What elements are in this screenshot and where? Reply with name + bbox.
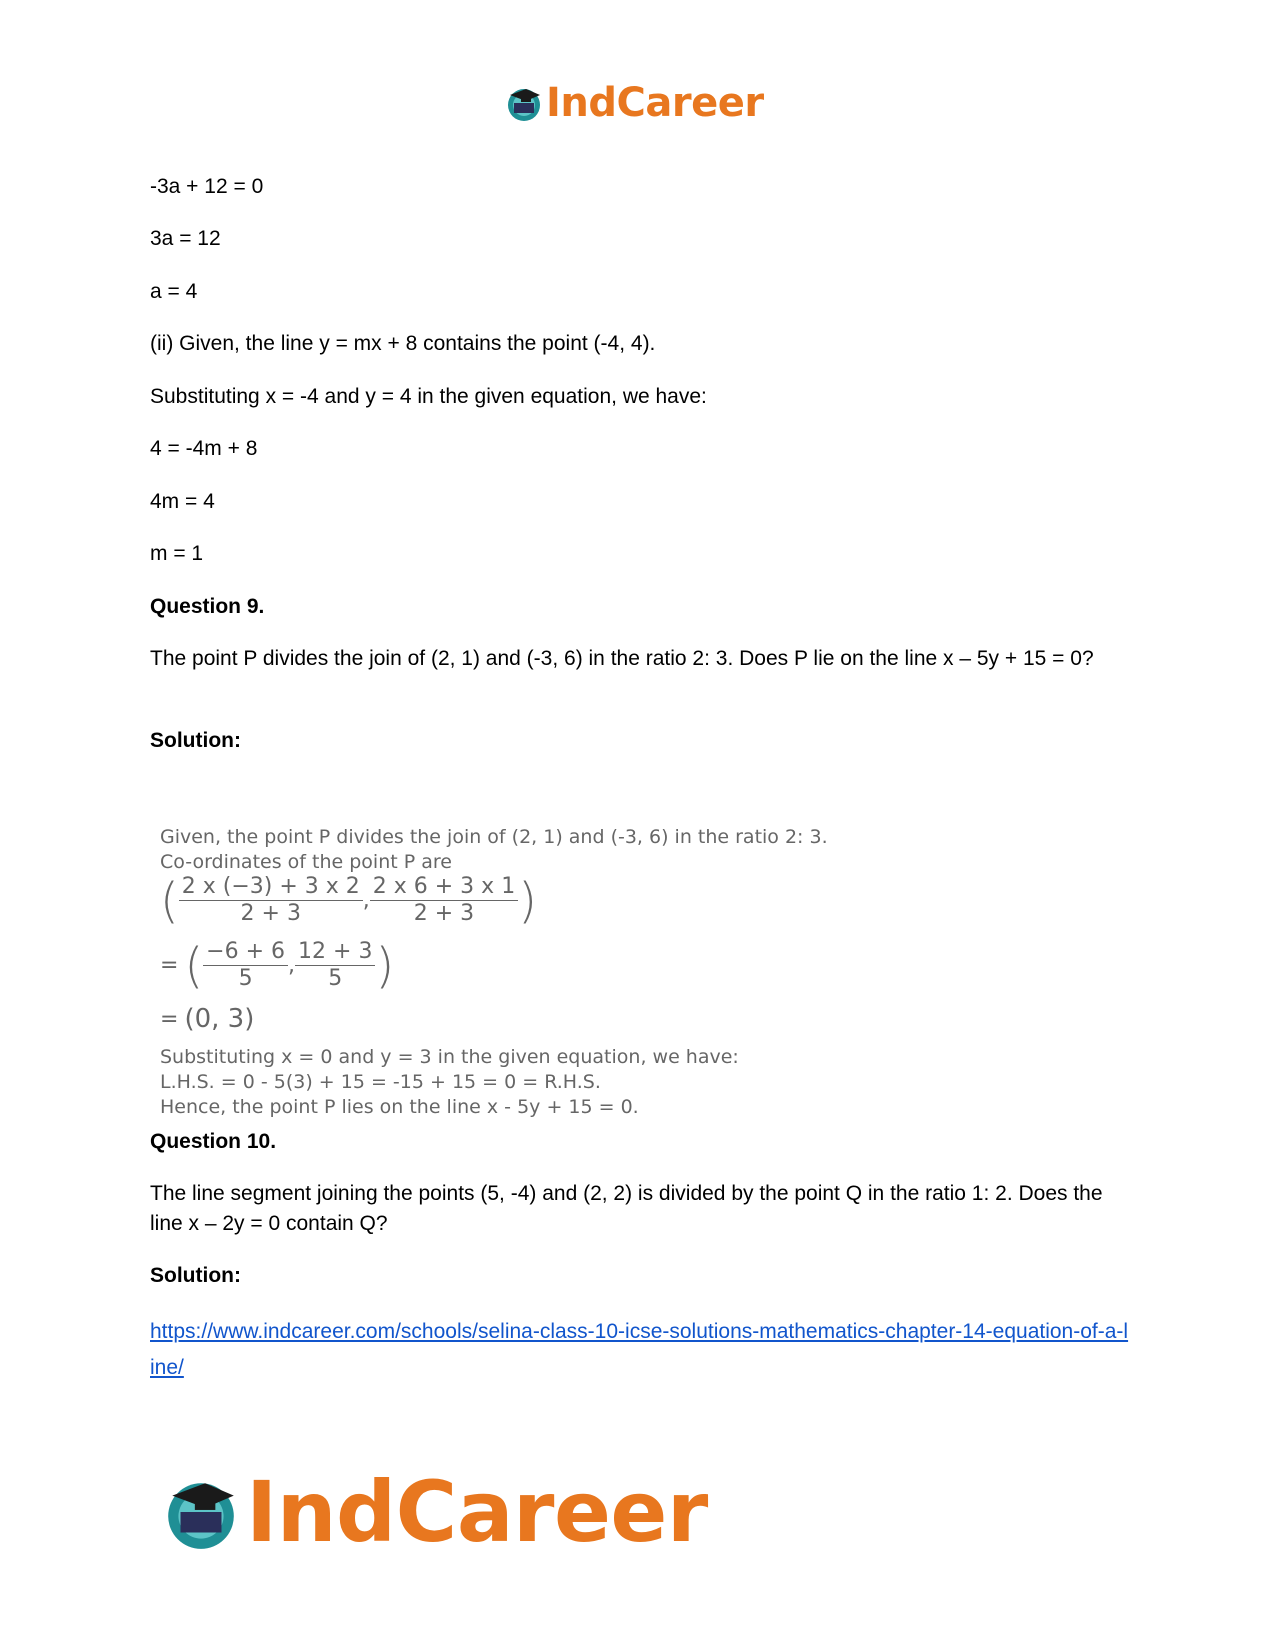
footer-logo: [160, 1463, 708, 1561]
text-line: -3a + 12 = 0: [150, 175, 264, 198]
fraction: $\frac{-6 + 6}{5}$: [203, 939, 288, 992]
graduation-cap-globe-icon: [504, 83, 544, 123]
question-10-heading: Question 10.: [150, 1130, 277, 1153]
solution-line: Substituting x = 0 and y = 3 in the given equation, we have:: [160, 1046, 739, 1068]
text-line: 4m = 4: [150, 490, 215, 513]
solution-line: L.H.S. = 0 - 5(3) + 15 = -15 + 15 = 0 = R.H.S.: [160, 1071, 601, 1093]
fraction: $\frac{2 x 6 + 3 x 1}{2 + 3}$: [370, 874, 518, 927]
result-formula: = (0, 3): [160, 1004, 255, 1034]
text-line: Substituting x = -4 and y = 4 in the given equation, we have:: [150, 385, 707, 408]
question-9-solution-figure: [160, 826, 828, 1146]
solution-line: Given, the point P divides the join of (2, 1) and (-3, 6) in the ratio 2: 3.: [160, 826, 828, 848]
question-9-solution-label: Solution:: [150, 729, 241, 752]
header-logo: [504, 80, 764, 126]
text-line: 3a = 12: [150, 227, 221, 250]
text-line: 4 = -4m + 8: [150, 437, 258, 460]
brand-name: IndCareer: [546, 80, 764, 126]
text-line: m = 1: [150, 542, 204, 565]
source-link[interactable]: https://www.indcareer.com/schools/selina-class-10-icse-solutions-mathematics-chapter-14-equation-of-a-line/: [150, 1320, 1129, 1379]
fraction: $\frac{12 + 3}{5}$: [295, 939, 375, 992]
solution-line: Co-ordinates of the point P are: [160, 851, 452, 873]
simplified-formula: = ( $\frac{-6 + 6}{5}$ , $\frac{12 + 3}{5}$ ): [160, 937, 395, 994]
solution-line: Hence, the point P lies on the line x - 5y + 15 = 0.: [160, 1096, 639, 1118]
question-9-text: The point P divides the join of (2, 1) and (-3, 6) in the ratio 2: 3. Does P lie on the line x – 5y + 15 = 0?: [150, 647, 1094, 670]
text-line: (ii) Given, the line y = mx + 8 contains the point (-4, 4).: [150, 332, 656, 355]
question-10-text: The line segment joining the points (5, -4) and (2, 2) is divided by the point Q in the ratio 1: 2. Does the line x – 2y = 0 contain Q?: [150, 1182, 1103, 1235]
brand-name: IndCareer: [246, 1463, 708, 1561]
fraction: $\frac{2 x (-3) + 3 x 2}{2 + 3}$: [179, 874, 363, 927]
question-10-solution-label: Solution:: [150, 1264, 241, 1287]
coordinate-formula: ( $\frac{2 x (-3) + 3 x 2}{2 + 3}$ , $\frac{2 x 6 + 3 x 1}{2 + 3}$ ): [160, 872, 537, 929]
text-line: a = 4: [150, 280, 198, 303]
graduation-cap-globe-icon: [160, 1471, 242, 1553]
question-9-heading: Question 9.: [150, 595, 265, 618]
